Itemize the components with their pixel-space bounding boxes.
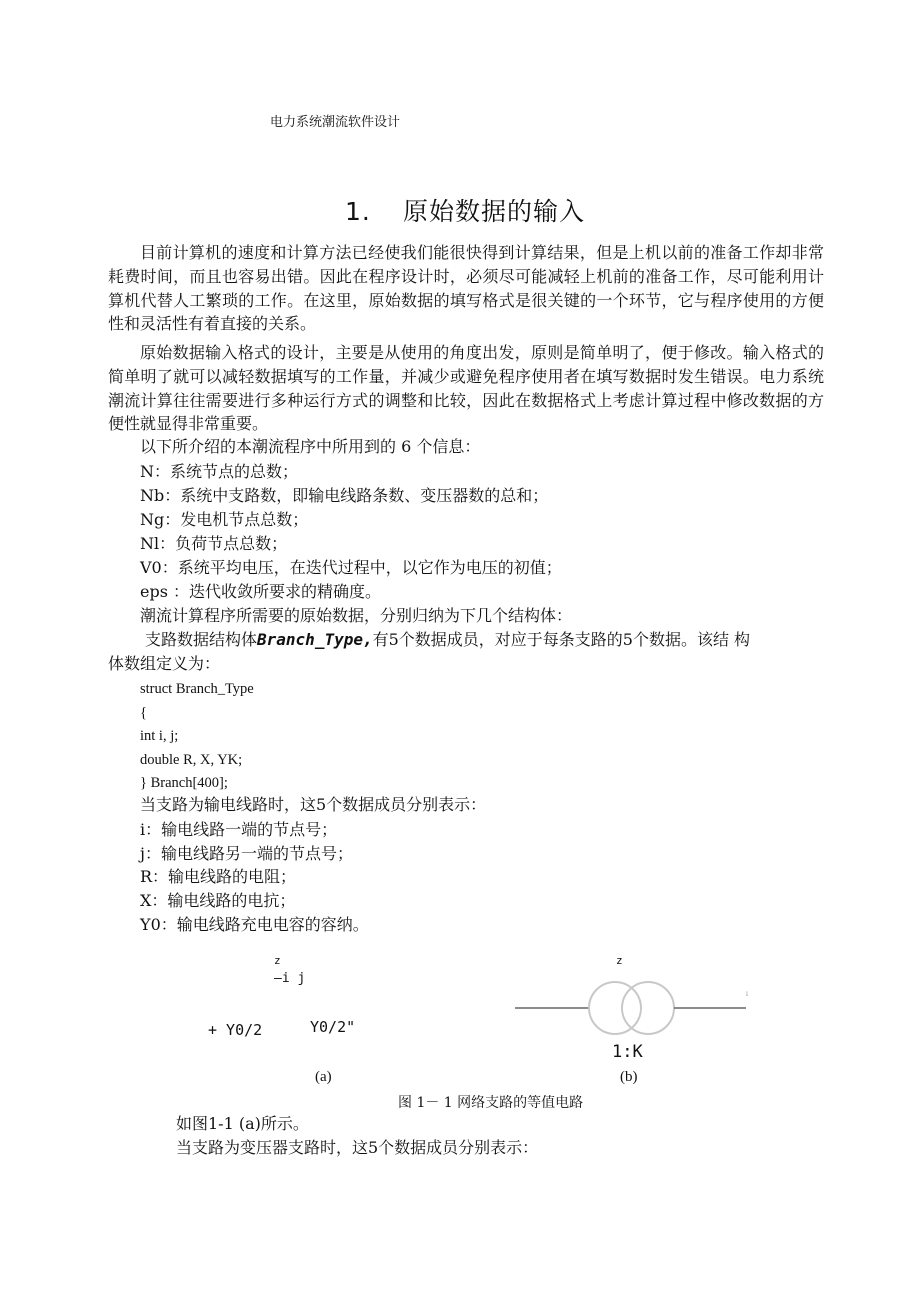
figure-b-tick: i bbox=[746, 991, 748, 998]
line-members-intro: 当支路为输电线路时，这5个数据成员分别表示： bbox=[140, 795, 487, 814]
info-item-v0: V0：系统平均电压，在迭代过程中，以它作为电压的初值； bbox=[140, 558, 562, 577]
info-item-eps: eps ：迭代收敛所要求的精确度。 bbox=[140, 582, 382, 601]
info-item-nl: Nl：负荷节点总数； bbox=[140, 534, 288, 553]
code-line: int i, j; bbox=[140, 728, 179, 744]
figure-b-z-label: z bbox=[616, 954, 623, 967]
code-line: struct Branch_Type bbox=[140, 681, 254, 697]
paragraph-2: 原始数据输入格式的设计，主要是从使用的角度出发，原则是简单明了，便于修改。输入格式的简单明了就可以减轻数据填写的工作量，并减少或避免程序使用者在填写数据时发生错误。电力系统潮流计算往往需要进行多种运行方式的调整和比较，因此在数据格式上考虑计算过程中修改数据的方便性就显得非常重要。 bbox=[108, 343, 824, 434]
figure-a-label: (a) bbox=[315, 1069, 332, 1085]
info-item-nb: Nb：系统中支路数，即输电线路条数、变压器数的总和； bbox=[140, 486, 549, 505]
figure-a-z-label: z bbox=[274, 954, 281, 967]
figure-b-label: (b) bbox=[620, 1069, 638, 1085]
branch-struct-rest: 有5个数据成员，对应于每条支路的5个数据。该结 构 bbox=[372, 630, 751, 649]
figure-a-right-admittance: Y0/2" bbox=[310, 1018, 356, 1036]
section-title-text: 原始数据的输入 bbox=[403, 197, 586, 226]
struct-intro: 潮流计算程序所需要的原始数据，分别归纳为下几个结构体： bbox=[140, 606, 573, 625]
branch-struct-prefix: 支路数据结构体 bbox=[145, 630, 258, 649]
member-r: R：输电线路的电阻； bbox=[140, 867, 297, 886]
after-line-2: 当支路为变压器支路时，这5个数据成员分别表示： bbox=[176, 1138, 539, 1157]
member-j: j：输电线路另一端的节点号； bbox=[140, 844, 353, 863]
section-title bbox=[345, 192, 585, 228]
after-line-1: 如图1-1 (a)所示。 bbox=[176, 1114, 309, 1133]
transformer-primary-winding bbox=[589, 982, 641, 1034]
figure-a-ij-label: —i j bbox=[274, 971, 306, 986]
member-y0: Y0：输电线路充电电容的容纳。 bbox=[140, 915, 369, 934]
branch-struct-line bbox=[145, 630, 750, 650]
figure-a-left-admittance: + Y0/2 bbox=[208, 1021, 263, 1039]
transformer-ratio: 1:K bbox=[612, 1042, 643, 1062]
info-item-n: N：系统节点的总数； bbox=[140, 462, 299, 481]
figure-caption: 图 1－ 1 网络支路的等值电路 bbox=[398, 1095, 584, 1111]
paragraph-1: 目前计算机的速度和计算方法已经使我们能很快得到计算结果，但是上机以前的准备工作却非常耗费时间，而且也容易出错。因此在程序设计时，必须尽可能减轻上机前的准备工作，尽可能利用计算机代替人工繁琐的工作。在这里，原始数据的填写格式是很关键的一个环节，它与程序使用的方便性和灵活性有着直接的关系。 bbox=[108, 243, 824, 334]
member-x: X：输电线路的电抗； bbox=[140, 891, 296, 910]
branch-struct-line2: 体数组定义为： bbox=[108, 654, 221, 673]
transformer-secondary-winding bbox=[622, 982, 674, 1034]
code-line: { bbox=[140, 705, 147, 721]
section-number: 1. bbox=[345, 197, 371, 226]
branch-type-name: Branch_Type, bbox=[257, 630, 373, 649]
member-i: i：输电线路一端的节点号； bbox=[140, 820, 338, 839]
code-line: double R, X, YK; bbox=[140, 752, 243, 768]
code-line: } Branch[400]; bbox=[140, 775, 228, 791]
transformer-diagram bbox=[510, 975, 760, 1045]
intro-line: 以下所介绍的本潮流程序中所用到的 6 个信息： bbox=[140, 437, 481, 456]
info-item-ng: Ng：发电机节点总数； bbox=[140, 510, 309, 529]
running-header: 电力系统潮流软件设计 bbox=[270, 115, 401, 130]
